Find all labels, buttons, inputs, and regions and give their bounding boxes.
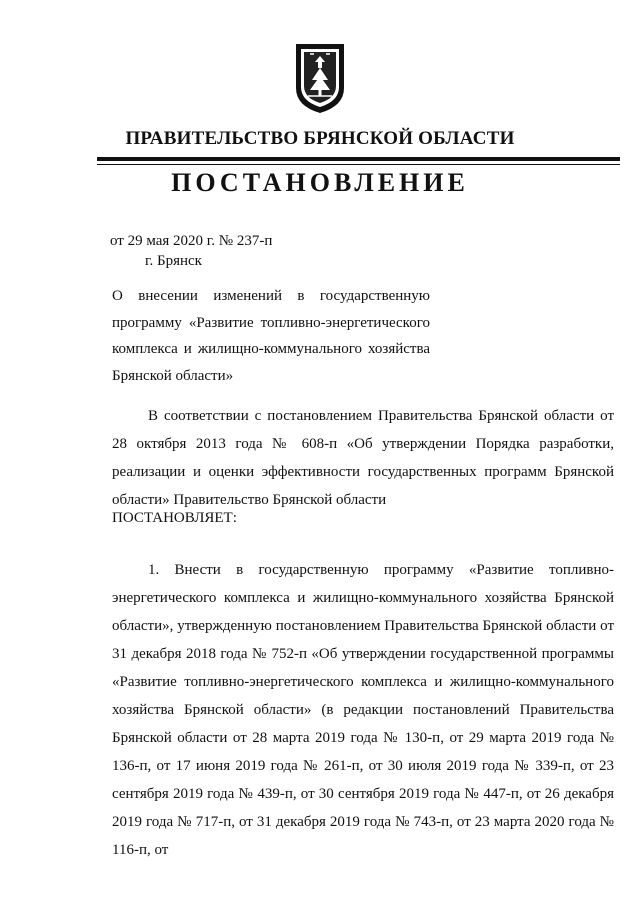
coat-of-arms-icon (292, 40, 348, 116)
preamble-paragraph: В соответствии с постановлением Правительства Брянской области от 28 октября 2013 года № 608-п «Об утверждении Порядка разработки, реализации и оценки эффективности государственных программ Брянской области» Правительство Брянской области (112, 408, 614, 508)
document-subject: О внесении изменений в государственную программу «Развитие топливно-энергетического комплекса и жилищно-коммунального хозяйства Брянской области» (112, 288, 430, 384)
document-date-number: от 29 мая 2020 г. № 237-п (110, 233, 273, 249)
item-1-paragraph: 1. Внести в государственную программу «Развитие топливно-энергетического комплекса и жилищно-коммунального хозяйства Брянской области», утвержденную постановлением Правительства Брянской области от 31 декабря 2018 года № 752-п «Об утверждении государственной программы «Развитие топливно-энергетического комплекса и жилищно-коммунального хозяйства Брянской области» (в редакции постановлений Правительства Брянской области от 28 марта 2019 года № 130-п, от 29 марта 2019 года № 136-п, от 17 июня 2019 года № 261-п, от 30 июля 2019 года № 339-п, от 23 сентября 2019 года № 439-п, от 30 сентября 2019 года № 447-п, от 26 декабря 2019 года № 717-п, от 31 декабря 2019 года № 743-п, от 23 марта 2020 года № 116-п, от (112, 562, 614, 858)
document-type-title: ПОСТАНОВЛЕНИЕ (171, 168, 469, 197)
resolves-heading: ПОСТАНОВЛЯЕТ: (112, 510, 237, 526)
document-city: г. Брянск (145, 253, 202, 269)
government-title: ПРАВИТЕЛЬСТВО БРЯНСКОЙ ОБЛАСТИ (125, 128, 515, 149)
header-rule-thick (97, 157, 620, 161)
header-rule-thin (97, 164, 620, 165)
